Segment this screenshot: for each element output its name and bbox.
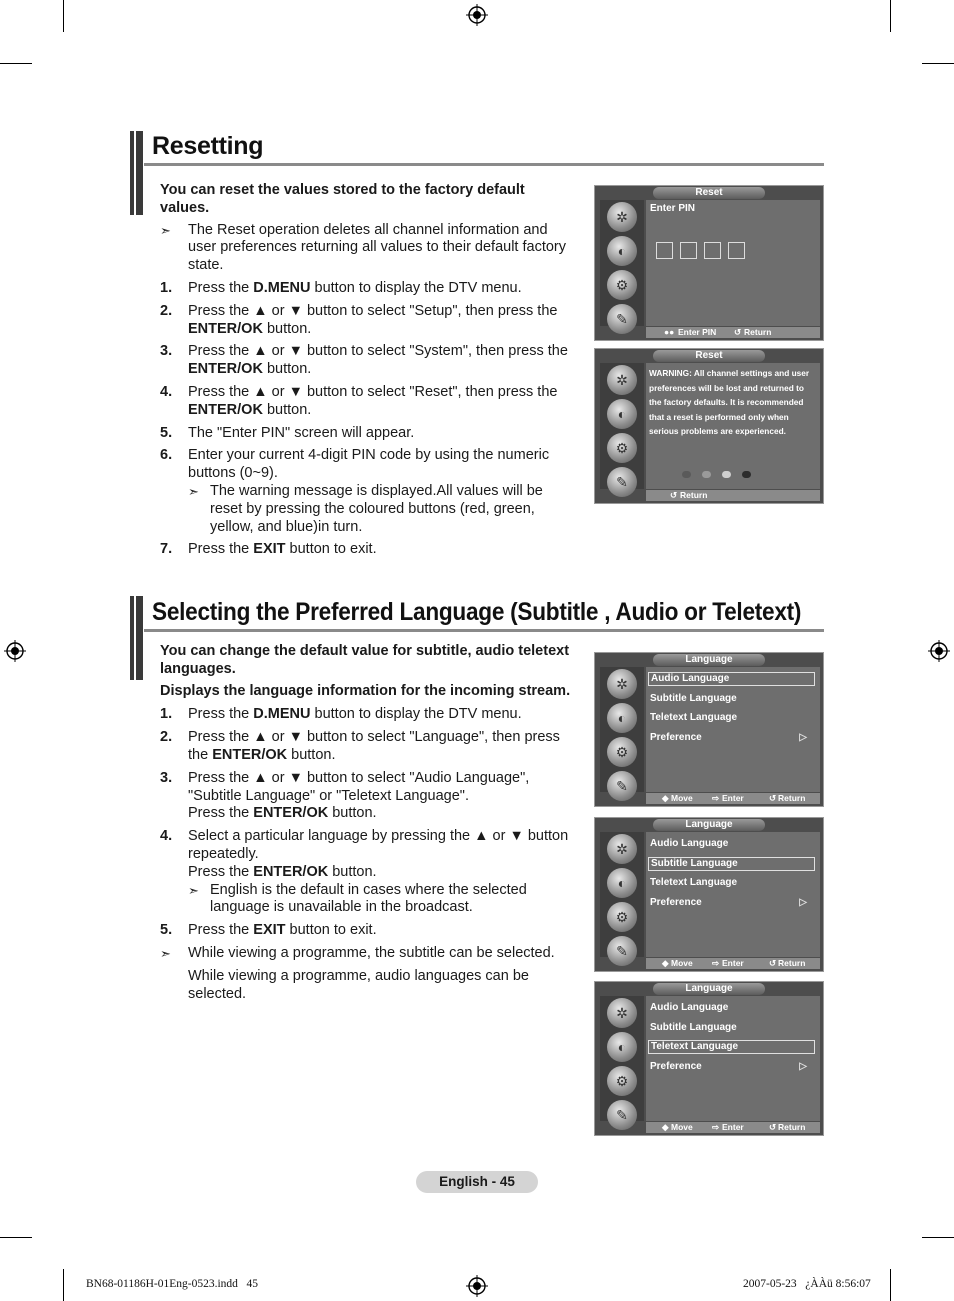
crop-mark xyxy=(63,0,64,32)
osd-menu-item[interactable] xyxy=(648,672,815,686)
picture-menu-icon: ✲ xyxy=(607,202,637,232)
step-key-name: ENTER/OK xyxy=(188,401,263,418)
setup-menu-icon: ✎ xyxy=(607,936,637,966)
pin-digit-box[interactable] xyxy=(656,242,673,259)
crop-mark xyxy=(922,1237,954,1238)
step-text-part: Press the xyxy=(188,706,254,723)
osd-menu-item-label: Preference xyxy=(650,896,702,908)
osd-title: Reset xyxy=(653,350,765,362)
section-bar xyxy=(130,131,143,215)
language-intro-2: Displays the language information for the incoming stream. xyxy=(160,682,571,699)
step-key-name: ENTER/OK xyxy=(212,746,288,763)
step-text xyxy=(188,384,575,420)
step-text-part: button to display the DTV menu. xyxy=(310,279,522,296)
osd-title: Language xyxy=(653,819,765,831)
channel-menu-icon: ⚙ xyxy=(607,902,637,932)
reset-note xyxy=(160,222,575,275)
step-text xyxy=(188,425,575,443)
footer-return: Return xyxy=(778,958,806,968)
step-text-part: button. xyxy=(328,863,377,880)
osd-content xyxy=(646,996,820,1121)
footer-move: Move xyxy=(671,793,693,803)
language-intro: You can change the default value for subtitle, audio teletext languages. xyxy=(160,643,570,677)
setup-menu-icon: ✎ xyxy=(607,771,637,801)
osd-menu-icons xyxy=(600,363,644,489)
osd-reset-warning-screen xyxy=(594,348,824,504)
language-note-audio: While viewing a programme, audio languages can be selected. xyxy=(188,967,529,1002)
step-key-name: EXIT xyxy=(253,541,286,558)
osd-footer xyxy=(646,958,820,969)
enter-pin-label: Enter PIN xyxy=(650,203,696,214)
step-number: 6. xyxy=(160,447,173,464)
return-icon: ↺ xyxy=(769,958,777,968)
language-steps xyxy=(160,706,575,940)
step-text-part: Press the xyxy=(188,922,254,939)
reset-warning-text: WARNING: All channel settings and user preferences will be lost and returned to the factory defaults. It is recommended that a reset is performed only when serious problems are experienced. xyxy=(649,368,810,437)
section-title-resetting: Resetting xyxy=(152,132,264,160)
step-key-name: ENTER/OK xyxy=(253,805,329,822)
step-item xyxy=(160,922,575,940)
step-item xyxy=(160,770,575,823)
pin-digit-box[interactable] xyxy=(704,242,721,259)
step-item xyxy=(160,447,575,536)
step-text-part: button. xyxy=(262,401,312,418)
osd-menu-item[interactable] xyxy=(648,837,815,851)
return-icon: ↺ xyxy=(670,490,678,500)
osd-menu-item[interactable] xyxy=(648,896,815,910)
step-item xyxy=(160,729,575,765)
step-text-part: Press the xyxy=(188,805,254,822)
language-note xyxy=(160,945,575,963)
step-number: 2. xyxy=(160,302,173,319)
submenu-arrow-icon: ▷ xyxy=(799,896,807,908)
note-arrow-icon: ➣ xyxy=(188,483,199,499)
osd-title: Language xyxy=(653,654,765,666)
file-slug: BN68-01186H-01Eng-0523.indd 45 xyxy=(86,1278,259,1290)
osd-menu-item[interactable] xyxy=(648,731,815,745)
reset-instructions xyxy=(160,182,575,564)
step-item xyxy=(160,303,575,339)
section-rule xyxy=(144,163,824,166)
step-text-part: Press the xyxy=(188,863,254,880)
osd-footer xyxy=(646,1122,820,1133)
registration-mark-icon xyxy=(466,4,488,26)
yellow-button-dot xyxy=(722,471,731,478)
step-text xyxy=(188,447,575,536)
osd-menu-item[interactable] xyxy=(648,876,815,890)
footer-return: Return xyxy=(778,1122,806,1132)
crop-mark xyxy=(922,63,954,64)
step-subnote-text: English is the default in cases where the selected language is unavailable in the broadcast. xyxy=(210,881,527,916)
channel-menu-icon: ⚙ xyxy=(607,433,637,463)
registration-mark-icon xyxy=(4,640,26,662)
step-text xyxy=(188,770,575,823)
step-text-part: Press the ▲ or ▼ button to select "Audio Language", "Subtitle Language" or "Teletext Language". xyxy=(188,769,530,804)
channel-menu-icon: ⚙ xyxy=(607,270,637,300)
osd-menu-icons xyxy=(600,667,644,792)
footer-enter: Enter xyxy=(722,958,744,968)
move-icon: ◆ xyxy=(662,793,669,803)
osd-title: Language xyxy=(653,983,765,995)
return-icon: ↺ xyxy=(769,1122,777,1132)
step-item xyxy=(160,541,575,559)
step-item xyxy=(160,425,575,443)
language-note-2 xyxy=(160,968,575,1004)
section-title-language: Selecting the Preferred Language (Subtitle , Audio or Teletext) xyxy=(152,598,802,626)
step-text-part: button. xyxy=(262,361,312,378)
step-text-part: button. xyxy=(328,805,377,822)
osd-footer xyxy=(646,327,820,338)
step-text-part: Press the ▲ or ▼ button to select "Language", then press the xyxy=(188,729,560,763)
step-key-name: ENTER/OK xyxy=(188,320,263,337)
step-number: 5. xyxy=(160,424,173,441)
osd-menu-item-label: Preference xyxy=(650,1060,702,1072)
section-rule xyxy=(144,629,824,632)
step-number: 3. xyxy=(160,343,173,360)
step-text-part: button. xyxy=(287,746,336,763)
footer-enter: Enter xyxy=(722,1122,744,1132)
step-number: 4. xyxy=(160,383,173,400)
registration-mark-icon xyxy=(466,1275,488,1297)
step-subnote xyxy=(188,882,575,918)
osd-menu-item-label: Subtitle Language xyxy=(651,857,738,869)
crop-mark xyxy=(0,63,32,64)
red-button-dot xyxy=(682,471,691,478)
step-text-part: Press the xyxy=(188,541,254,558)
note-arrow-icon: ➣ xyxy=(188,882,199,898)
step-number: 1. xyxy=(160,706,173,723)
step-text xyxy=(188,828,575,917)
osd-footer xyxy=(646,793,820,804)
return-icon: ↺ xyxy=(769,793,777,803)
step-number: 7. xyxy=(160,541,173,558)
footer-move: Move xyxy=(671,1122,693,1132)
footer-move: Move xyxy=(671,958,693,968)
step-item xyxy=(160,828,575,917)
osd-menu-item[interactable] xyxy=(648,857,815,871)
page-number: English - 45 xyxy=(416,1171,538,1193)
sound-menu-icon: ◐ xyxy=(607,399,637,429)
crop-mark xyxy=(63,1269,64,1301)
step-text xyxy=(188,922,575,940)
move-icon: ◆ xyxy=(662,1122,669,1132)
osd-menu-item-label: Preference xyxy=(650,731,702,743)
osd-menu-icons xyxy=(600,832,644,957)
step-text-part: The "Enter PIN" screen will appear. xyxy=(188,424,415,441)
osd-language-screen xyxy=(594,981,824,1136)
osd-language-screen xyxy=(594,817,824,972)
green-button-dot xyxy=(702,471,711,478)
step-key-name: ENTER/OK xyxy=(188,361,263,378)
osd-language-screen xyxy=(594,652,824,807)
step-text-part: Enter your current 4-digit PIN code by using the numeric buttons (0~9). xyxy=(188,447,550,482)
step-text xyxy=(188,541,575,559)
enter-icon: ⇨ xyxy=(712,958,720,968)
section-bar xyxy=(130,596,143,680)
osd-content xyxy=(646,200,820,326)
enter-icon: ⇨ xyxy=(712,1122,720,1132)
step-key-name: EXIT xyxy=(253,922,286,939)
crop-mark xyxy=(890,0,891,32)
language-instructions xyxy=(160,643,575,1008)
step-subnote-text: The warning message is displayed.All values will be reset by pressing the coloured buttons (red, green, yellow, and blue)in turn. xyxy=(210,482,543,535)
note-arrow-icon: ➣ xyxy=(160,222,171,238)
date-slug: 2007-05-23 ¿ÀÀü 8:56:07 xyxy=(743,1278,871,1290)
return-icon: ↺ xyxy=(734,327,742,337)
registration-mark-icon xyxy=(928,640,950,662)
step-number: 2. xyxy=(160,729,173,746)
number-keys-icon: ●● xyxy=(664,327,675,337)
step-text-part: button to exit. xyxy=(285,541,377,558)
osd-content xyxy=(646,832,820,957)
blue-button-dot xyxy=(742,471,751,478)
channel-menu-icon: ⚙ xyxy=(607,737,637,767)
footer-enter: Enter xyxy=(722,793,744,803)
step-key-name: D.MENU xyxy=(253,706,311,723)
crop-mark xyxy=(890,1269,891,1301)
step-item xyxy=(160,280,575,298)
reset-intro: You can reset the values stored to the factory default values. xyxy=(160,182,525,216)
channel-menu-icon: ⚙ xyxy=(607,1066,637,1096)
sound-menu-icon: ◐ xyxy=(607,1032,637,1062)
picture-menu-icon: ✲ xyxy=(607,998,637,1028)
step-number: 5. xyxy=(160,922,173,939)
osd-menu-item[interactable] xyxy=(648,1040,815,1054)
setup-menu-icon: ✎ xyxy=(607,467,637,497)
footer-return: Return xyxy=(680,490,708,500)
osd-content xyxy=(646,667,820,792)
step-number: 4. xyxy=(160,828,173,845)
step-text-part: Press the ▲ or ▼ button to select "Setup", then press the xyxy=(188,302,558,319)
footer-enter-pin: Enter PIN xyxy=(678,327,717,337)
sound-menu-icon: ◐ xyxy=(607,868,637,898)
crop-mark xyxy=(0,1237,32,1238)
step-key-name: D.MENU xyxy=(253,279,311,296)
picture-menu-icon: ✲ xyxy=(607,669,637,699)
osd-menu-item[interactable] xyxy=(648,1001,815,1015)
submenu-arrow-icon: ▷ xyxy=(799,1060,807,1072)
sound-menu-icon: ◐ xyxy=(607,703,637,733)
osd-menu-item-label: Subtitle Language xyxy=(650,692,737,704)
pin-digit-box[interactable] xyxy=(680,242,697,259)
footer-return: Return xyxy=(778,793,806,803)
step-subnote xyxy=(188,483,575,536)
osd-title: Reset xyxy=(653,187,765,199)
step-text-part: button to display the DTV menu. xyxy=(310,706,522,723)
osd-menu-item[interactable] xyxy=(648,1021,815,1035)
osd-content xyxy=(646,363,820,489)
footer-return: Return xyxy=(744,327,772,337)
osd-menu-item[interactable] xyxy=(648,1060,815,1074)
step-number: 1. xyxy=(160,279,173,296)
setup-menu-icon: ✎ xyxy=(607,1100,637,1130)
step-text xyxy=(188,280,575,298)
note-arrow-icon: ➣ xyxy=(160,945,171,961)
step-text xyxy=(188,303,575,339)
step-text xyxy=(188,729,575,765)
osd-menu-item-label: Subtitle Language xyxy=(650,1021,737,1033)
osd-menu-item[interactable] xyxy=(648,692,815,706)
osd-menu-item-label: Teletext Language xyxy=(651,1041,739,1052)
sound-menu-icon: ◐ xyxy=(607,236,637,266)
step-text-part: Press the ▲ or ▼ button to select "Reset", then press the xyxy=(188,383,558,400)
step-text-part: button. xyxy=(262,320,312,337)
setup-menu-icon: ✎ xyxy=(607,304,637,334)
step-item xyxy=(160,343,575,379)
osd-menu-icons xyxy=(600,200,644,326)
language-note-subtitle: While viewing a programme, the subtitle can be selected. xyxy=(188,944,555,961)
osd-footer xyxy=(646,490,820,501)
osd-menu-item-label: Audio Language xyxy=(651,673,730,684)
osd-menu-item-label: Teletext Language xyxy=(650,712,738,723)
step-text-part: Select a particular language by pressing the ▲ or ▼ button repeatedly. xyxy=(188,828,569,862)
reset-steps xyxy=(160,280,575,559)
step-text-part: button to exit. xyxy=(285,922,377,939)
step-item xyxy=(160,706,575,724)
submenu-arrow-icon: ▷ xyxy=(799,731,807,743)
osd-menu-item-label: Audio Language xyxy=(650,1002,729,1013)
step-text-part: Press the ▲ or ▼ button to select "System", then press the xyxy=(188,343,568,360)
osd-menu-icons xyxy=(600,996,644,1121)
reset-note-text: The Reset operation deletes all channel information and user preferences returning all values to their default factory state. xyxy=(188,221,567,274)
step-text xyxy=(188,706,575,724)
pin-digit-box[interactable] xyxy=(728,242,745,259)
osd-menu-item[interactable] xyxy=(648,711,815,725)
osd-menu-item-label: Teletext Language xyxy=(650,877,738,888)
picture-menu-icon: ✲ xyxy=(607,834,637,864)
move-icon: ◆ xyxy=(662,958,669,968)
step-text xyxy=(188,343,575,379)
step-number: 3. xyxy=(160,769,173,786)
step-item xyxy=(160,384,575,420)
osd-menu-item-label: Audio Language xyxy=(650,838,729,849)
enter-icon: ⇨ xyxy=(712,793,720,803)
picture-menu-icon: ✲ xyxy=(607,365,637,395)
step-text-part: Press the xyxy=(188,279,254,296)
step-key-name: ENTER/OK xyxy=(253,863,329,880)
osd-reset-pin-screen xyxy=(594,185,824,341)
